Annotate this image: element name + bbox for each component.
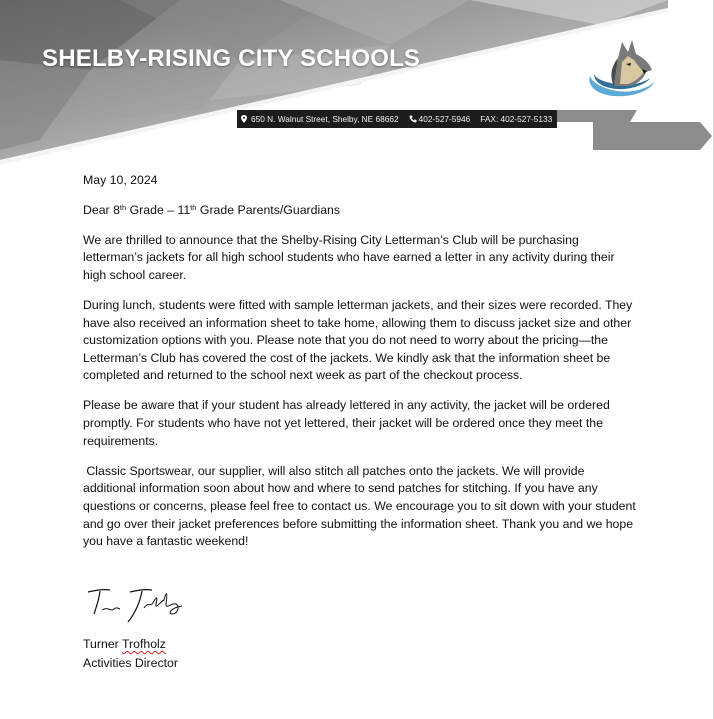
phone-text: 402-527-5946 — [418, 114, 471, 124]
address-text: 650 N. Walnut Street, Shelby, NE 68662 — [251, 114, 399, 124]
paragraph-patches: Classic Sportswear, our supplier, will also stitch all patches onto the jackets. We will provide additional information soon about how and where to send patches for stitching. If you have any questions or concerns, please feel free to contact us. We encourage you to sit down with your student and go over their jacket preferences before submitting the information sheet. Thank you and we hope you have a fantastic weekend! — [83, 463, 640, 549]
signer-block — [83, 635, 178, 672]
location-pin-icon — [241, 115, 247, 123]
greeting-part: Grade Parents/Guardians — [196, 202, 341, 217]
paragraph-fitting: During lunch, students were fitted with sample letterman jackets, and their sizes were recorded. They have also received an information sheet to take home, allowing them to discuss jacket size and other customization options with you. Please note that you do not need to worry about the pricing—the Letterman’s Club has covered the cost of the jackets. We kindly ask that the information sheet be completed and returned to the school next week as part of the checkout process. — [83, 297, 633, 383]
contact-bar — [237, 110, 557, 128]
paragraph-announcement: We are thrilled to announce that the Shelby-Rising City Letterman’s Club will be purchasing letterman’s jackets for all high school students who have earned a letter in any activity during their high school career. — [83, 232, 615, 282]
fax-text: FAX: 402-527-5133 — [480, 114, 553, 124]
husky-logo-icon — [584, 38, 658, 100]
school-name: SHELBY-RISING CITY SCHOOLS — [42, 45, 421, 72]
letter-body — [83, 172, 638, 563]
phone-icon — [409, 115, 417, 123]
handwritten-signature — [86, 584, 190, 626]
letter-greeting — [83, 202, 638, 220]
signer-first-name: Turner — [83, 637, 122, 651]
greeting-superscript: th — [190, 202, 197, 212]
greeting-superscript: th — [119, 202, 127, 212]
paragraph-ordering: Please be aware that if your student has already lettered in any activity, the jacket will be ordered promptly. For students who have not yet lettered, their jacket will be ordered once they meet the requirements. — [83, 398, 610, 448]
greeting-part: Dear 8 — [83, 202, 120, 217]
signer-last-name: Trofholz — [121, 637, 166, 651]
signer-name — [83, 635, 178, 654]
letter-date: May 10, 2024 — [83, 173, 158, 187]
greeting-part: Grade – 11 — [126, 202, 191, 217]
signer-title: Activities Director — [83, 655, 178, 670]
